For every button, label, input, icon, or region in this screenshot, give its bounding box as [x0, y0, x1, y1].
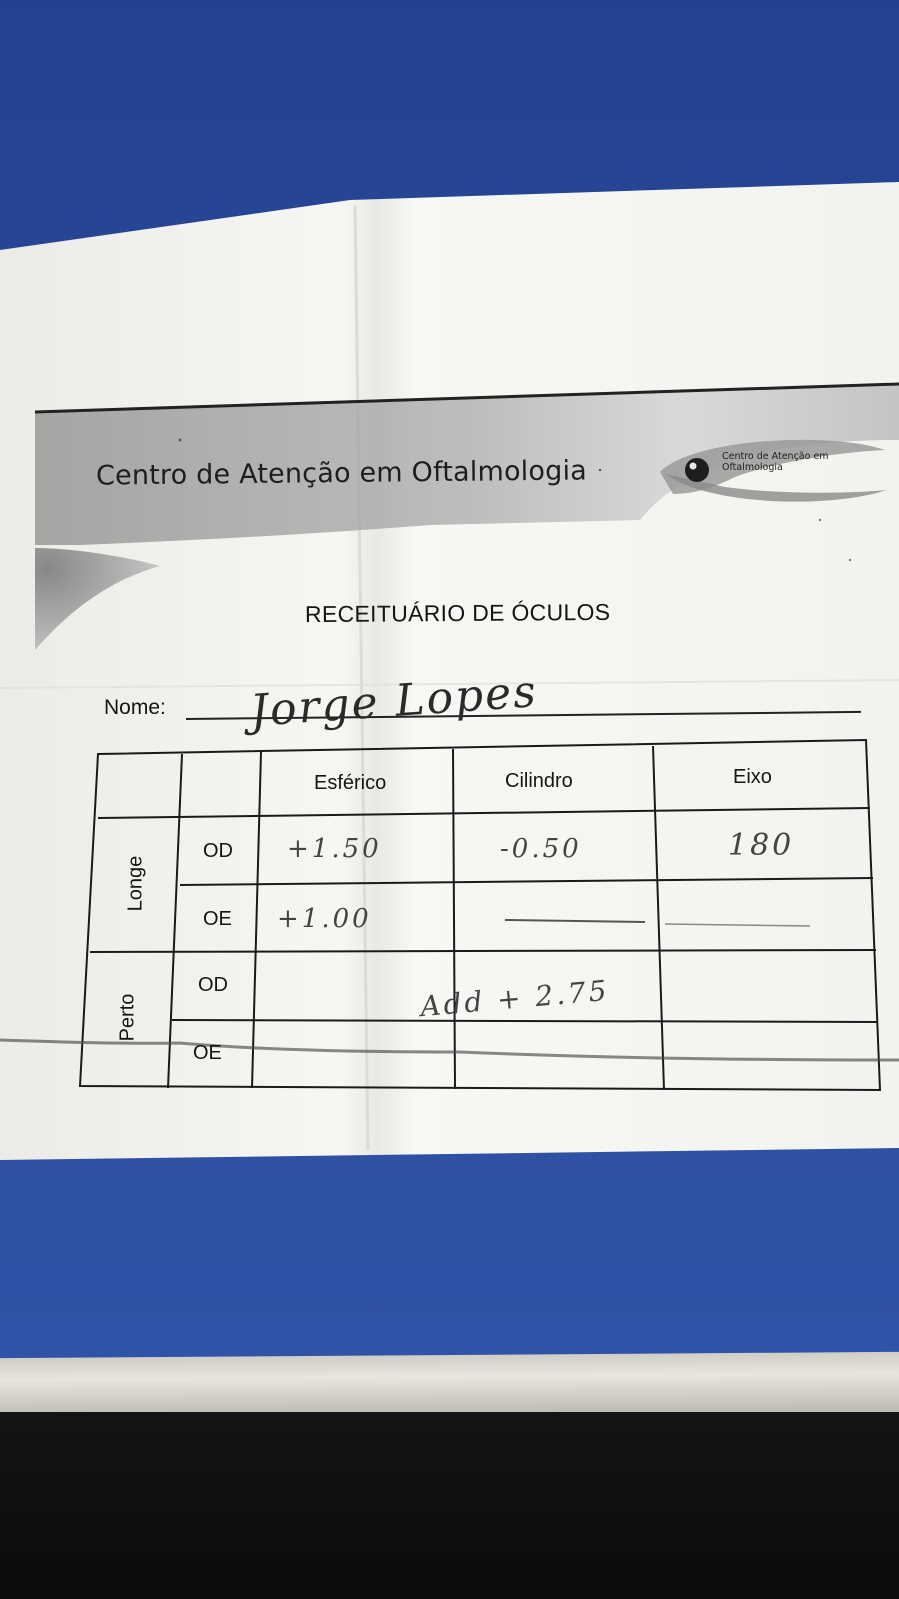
name-label: Nome: — [104, 696, 166, 719]
longe-od-cilindro: -0.50 — [500, 834, 582, 864]
logo-text: Centro de Atenção em Oftalmologia — [722, 451, 829, 473]
clinic-name: Centro de Atenção em Oftalmologia — [95, 455, 588, 492]
patient-name-handwritten: Jorge Lopes — [248, 666, 540, 737]
longe-od-esferico: +1.50 — [287, 834, 382, 864]
document-title: RECEITUÁRIO DE ÓCULOS — [304, 598, 611, 628]
longe-oe-esferico: +1.00 — [277, 904, 372, 934]
group-label-longe: Longe — [124, 855, 147, 912]
row-perto-oe: OE — [193, 1042, 222, 1064]
header-eixo: Eixo — [733, 766, 772, 788]
row-longe-oe: OE — [203, 908, 232, 930]
header-cilindro: Cilindro — [505, 770, 573, 792]
perto-od-add: Add + 2.75 — [418, 973, 611, 1024]
header-esferico: Esférico — [314, 772, 387, 794]
longe-od-eixo: 180 — [728, 828, 795, 863]
row-perto-od: OD — [198, 974, 228, 996]
group-label-perto: Perto — [116, 993, 139, 1042]
row-longe-od: OD — [203, 840, 233, 862]
